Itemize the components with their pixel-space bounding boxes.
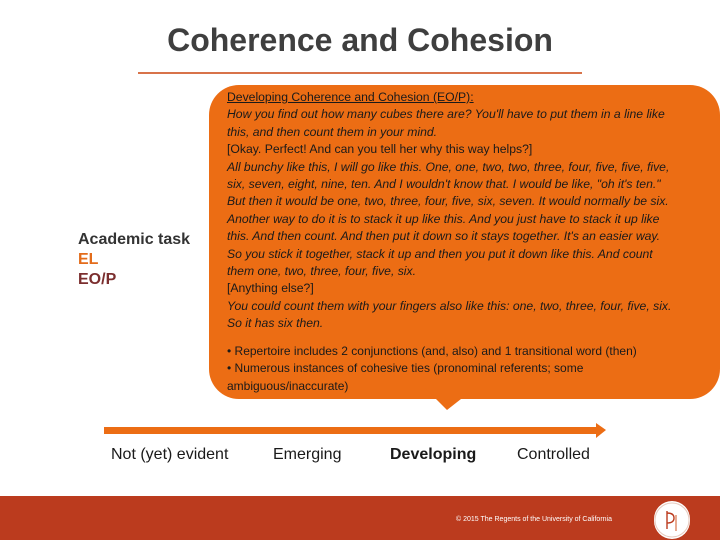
academic-task-label: Academic task (78, 231, 191, 248)
transcript-heading: Developing Coherence and Cohesion (EO/P): (227, 90, 474, 104)
side-labels (78, 230, 190, 290)
transcript-line: [Anything else?] (227, 281, 314, 296)
scale-label-not-yet-evident: Not (yet) evident (111, 446, 229, 463)
scale-label-controlled: Controlled (517, 446, 590, 463)
footer-bar (0, 496, 720, 540)
transcript (227, 89, 707, 333)
transcript-line: this. And then count. And then put it down so it stays together. It's an easier way. (227, 229, 660, 244)
transcript-line: How you find out how many cubes there are? You'll have to put them in a line like (227, 107, 665, 122)
copyright-text: © 2015 The Regents of the University of California (456, 516, 612, 523)
bullet-item: • Repertoire includes 2 conjunctions (and, also) and 1 transitional word (then) (227, 344, 637, 358)
transcript-line: So you stick it together, stack it up and then you put it down like this. And count (227, 246, 653, 261)
slide-title: Coherence and Cohesion (167, 22, 553, 58)
university-logo-icon (654, 501, 690, 539)
transcript-line: this, and then count them in your mind. (227, 124, 438, 139)
eop-label: EO/P (78, 271, 117, 288)
bullet-item: • Numerous instances of cohesive ties (pronominal referents; some ambiguous/inaccurate) (227, 361, 584, 393)
scale-label-emerging: Emerging (273, 446, 342, 463)
transcript-line: them one, two, three, four, five, six. (227, 264, 416, 279)
transcript-line: So it has six then. (227, 316, 324, 331)
transcript-line: But then it would be one, two, three, four, five, six, seven. It would normally be six. (227, 194, 669, 209)
transcript-line: six, seven, eight, nine, ten. And I wouldn't know that. I would be like, "oh it's ten." (227, 177, 661, 192)
el-label: EL (78, 251, 99, 268)
transcript-line: All bunchy like this, I will go like this. One, one, two, two, three, four, five, five, five, (227, 159, 670, 174)
transcript-line: You could count them with your fingers also like this: one, two, three, four, five, six. (227, 298, 672, 313)
analysis-bullets (227, 343, 697, 395)
title-underline (138, 72, 582, 74)
continuum-arrow-line (104, 427, 598, 434)
transcript-line: [Okay. Perfect! And can you tell her why this way helps?] (227, 142, 533, 157)
transcript-line: Another way to do it is to stack it up like this. And you just have to stack it up like (227, 211, 660, 226)
continuum-arrow-head (596, 423, 606, 438)
scale-label-developing: Developing (390, 446, 477, 463)
